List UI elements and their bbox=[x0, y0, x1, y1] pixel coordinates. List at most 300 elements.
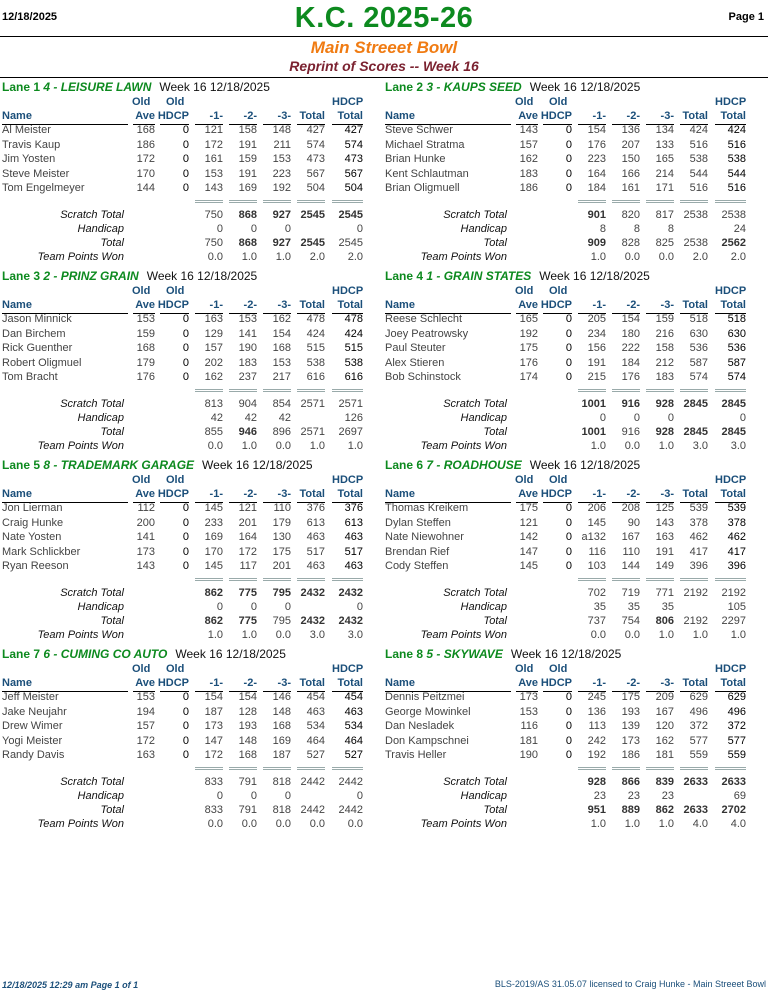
bowler-ave: 143 bbox=[519, 124, 538, 136]
bowler-name: Jim Yosten bbox=[2, 153, 56, 165]
separator-mark bbox=[297, 767, 325, 770]
bowler-total: 376 bbox=[306, 502, 325, 514]
header-old-hdcp: Old bbox=[549, 96, 568, 108]
bowler-total: 463 bbox=[306, 531, 325, 543]
separator-mark bbox=[646, 767, 674, 770]
bowler-g2: 90 bbox=[627, 516, 640, 529]
bowler-hdcp-total: 454 bbox=[344, 691, 363, 703]
bowler-hdcp-total: 567 bbox=[344, 167, 363, 180]
header-game3: -3- bbox=[660, 110, 674, 122]
summary-label-handicap: Handicap bbox=[77, 411, 124, 424]
bowler-row bbox=[2, 735, 383, 749]
bowler-g2: 175 bbox=[621, 691, 640, 703]
bowler-g2: 161 bbox=[621, 182, 640, 194]
bowler-total: 378 bbox=[689, 516, 708, 529]
separator-mark bbox=[263, 767, 291, 770]
separator-mark bbox=[297, 578, 325, 581]
summary-handicap-hdcp-total: 0 bbox=[356, 600, 363, 613]
lane-block bbox=[2, 647, 383, 835]
bowler-total: 544 bbox=[689, 167, 708, 180]
bowler-name: Drew Wimer bbox=[2, 720, 63, 732]
bowler-name: Mark Schlickber bbox=[2, 545, 81, 558]
separator-mark bbox=[332, 200, 363, 203]
bowler-name: Michael Stratma bbox=[385, 138, 465, 151]
separator-mark bbox=[578, 767, 606, 770]
bowler-g2: 150 bbox=[621, 153, 640, 165]
bowler-ave: 145 bbox=[519, 560, 538, 572]
summary-handicap-g3: 0 bbox=[667, 411, 674, 424]
summary-points-total: 1.0 bbox=[309, 439, 325, 452]
header-game1: -1- bbox=[209, 299, 223, 311]
summary-total-g2: 946 bbox=[238, 425, 257, 438]
summary-total-hdcp-total: 2845 bbox=[721, 425, 746, 438]
bowler-hdcp: 0 bbox=[182, 691, 189, 703]
separator-mark bbox=[263, 578, 291, 581]
bowler-hdcp: 0 bbox=[565, 516, 572, 529]
header-game3: -3- bbox=[660, 299, 674, 311]
bowler-hdcp: 0 bbox=[565, 167, 572, 180]
bowler-row bbox=[385, 168, 766, 182]
bowler-g3: 175 bbox=[272, 545, 291, 558]
bowler-total: 629 bbox=[689, 691, 708, 703]
bowler-ave: 186 bbox=[519, 182, 538, 194]
header-name: Name bbox=[385, 299, 415, 311]
bowler-hdcp-total: 613 bbox=[344, 516, 363, 529]
bowler-ave: 143 bbox=[136, 560, 155, 572]
bowler-g3: 216 bbox=[655, 327, 674, 340]
bowler-hdcp-total: 538 bbox=[344, 356, 363, 369]
bowler-row bbox=[2, 691, 383, 705]
summary-handicap-g1: 0 bbox=[599, 411, 606, 424]
bowler-g1: 145 bbox=[204, 502, 223, 514]
summary-total-g3: 818 bbox=[272, 803, 291, 816]
summary-points-g1: 0.0 bbox=[207, 439, 223, 452]
week-label: Week 16 12/18/2025 bbox=[510, 647, 622, 661]
summary-total-total: 2633 bbox=[683, 803, 708, 816]
summary-total-g3: 806 bbox=[655, 614, 674, 627]
bowler-hdcp: 0 bbox=[565, 545, 572, 558]
bowler-g2: 207 bbox=[621, 138, 640, 151]
header-ave: Ave bbox=[518, 488, 538, 500]
summary-total-hdcp-total: 2297 bbox=[721, 614, 746, 627]
bowler-g1: 116 bbox=[588, 545, 606, 558]
bowler-hdcp: 0 bbox=[565, 182, 572, 194]
bowler-g2: 173 bbox=[621, 734, 640, 747]
bowler-g2: 172 bbox=[238, 545, 257, 558]
bowler-total: 515 bbox=[306, 342, 325, 354]
summary-label-scratch: Scratch Total bbox=[60, 586, 124, 599]
header-name: Name bbox=[385, 110, 415, 122]
bowler-row bbox=[2, 328, 383, 342]
summary-points-hdcp-total: 3.0 bbox=[730, 439, 746, 452]
bowler-total: 567 bbox=[306, 167, 325, 180]
summary-points-g2: 0.0 bbox=[624, 628, 640, 641]
bowler-ave: 144 bbox=[136, 182, 155, 194]
bowler-total: 574 bbox=[689, 371, 708, 383]
separator-mark bbox=[680, 578, 708, 581]
bowler-ave: 186 bbox=[136, 138, 155, 151]
bowler-g3: 165 bbox=[655, 153, 674, 165]
bowler-g3: 167 bbox=[655, 705, 674, 718]
week-label: Week 16 12/18/2025 bbox=[539, 269, 650, 283]
bowler-name: Nate Niewohner bbox=[385, 531, 464, 543]
summary-total-g3: 896 bbox=[272, 425, 291, 438]
bowler-name: Alex Stieren bbox=[385, 356, 445, 369]
summary-handicap-hdcp-total: 24 bbox=[733, 222, 746, 235]
header-game3: -3- bbox=[277, 488, 291, 500]
bowler-hdcp-total: 496 bbox=[727, 705, 746, 718]
header-old-hdcp: Old bbox=[549, 474, 568, 486]
summary-scratch-g2: 868 bbox=[238, 208, 257, 221]
bowler-g1: 156 bbox=[587, 342, 606, 354]
bowler-total: 417 bbox=[689, 545, 708, 558]
summary-points-hdcp-total: 4.0 bbox=[730, 817, 746, 830]
bowling-center-name: Main Streeet Bowl bbox=[310, 38, 458, 57]
summary-total-total: 2545 bbox=[300, 236, 325, 249]
lane-number: Lane 8 bbox=[385, 647, 424, 661]
week-label: Week 16 12/18/2025 bbox=[146, 269, 258, 283]
summary-handicap-g3: 0 bbox=[284, 789, 291, 802]
summary-scratch-g2: 719 bbox=[621, 586, 640, 599]
bowler-g2: 180 bbox=[621, 327, 640, 340]
bowler-hdcp: 0 bbox=[565, 705, 572, 718]
header-ave: Ave bbox=[135, 299, 155, 311]
header-total: Total bbox=[299, 488, 325, 500]
bowler-g1: 191 bbox=[587, 356, 606, 369]
bowler-g3: 148 bbox=[272, 705, 291, 718]
bowler-hdcp-total: 417 bbox=[727, 545, 746, 558]
summary-points-total: 1.0 bbox=[692, 628, 708, 641]
bowler-ave: 112 bbox=[137, 502, 155, 514]
summary-label-scratch: Scratch Total bbox=[443, 397, 507, 410]
summary-label-scratch: Scratch Total bbox=[60, 397, 124, 410]
bowler-total: 577 bbox=[689, 734, 708, 747]
header-hdcp-total: Total bbox=[337, 677, 363, 689]
bowler-g3: 183 bbox=[655, 371, 674, 383]
bowler-hdcp: 0 bbox=[182, 124, 189, 136]
header-total: Total bbox=[299, 299, 325, 311]
header-hdcp: HDCP bbox=[540, 677, 572, 689]
header-name: Name bbox=[2, 677, 32, 689]
bowler-row bbox=[385, 691, 766, 705]
summary-total-hdcp-total: 2442 bbox=[338, 803, 363, 816]
team-name: 2 - PRINZ GRAIN bbox=[43, 269, 139, 283]
summary-label-total: Total bbox=[483, 236, 507, 249]
bowler-g3: 148 bbox=[272, 124, 291, 136]
bowler-total: 478 bbox=[306, 313, 325, 325]
bowler-g2: 154 bbox=[621, 313, 640, 325]
summary-label-scratch: Scratch Total bbox=[443, 586, 507, 599]
bowler-hdcp-total: 463 bbox=[344, 705, 363, 718]
summary-handicap-g1: 35 bbox=[593, 600, 606, 613]
summary-scratch-g2: 775 bbox=[238, 586, 257, 599]
bowler-hdcp-total: 424 bbox=[727, 124, 746, 136]
bowler-hdcp: 0 bbox=[565, 531, 572, 543]
summary-total-hdcp-total: 2432 bbox=[338, 614, 363, 627]
bowler-hdcp-total: 534 bbox=[344, 720, 363, 732]
summary-scratch-total: 2545 bbox=[300, 208, 325, 221]
bowler-g1: 143 bbox=[204, 182, 223, 194]
separator-mark bbox=[715, 578, 746, 581]
summary-points-g1: 0.0 bbox=[207, 250, 223, 263]
summary-scratch-g2: 916 bbox=[621, 397, 640, 410]
separator-mark bbox=[263, 389, 291, 392]
bowler-g2: 153 bbox=[238, 313, 257, 325]
bowler-name: Nate Yosten bbox=[2, 531, 62, 543]
lane-title bbox=[2, 458, 313, 472]
summary-handicap-g1: 23 bbox=[593, 789, 606, 802]
header-game1: -1- bbox=[592, 110, 606, 122]
page-number: Page 1 bbox=[728, 11, 764, 23]
summary-label-total: Total bbox=[483, 803, 507, 816]
header-game1: -1- bbox=[209, 488, 223, 500]
bowler-g2: 136 bbox=[621, 124, 640, 136]
bowler-total: 538 bbox=[306, 356, 325, 369]
header-old-hdcp: Old bbox=[549, 285, 568, 297]
bowler-ave: 170 bbox=[136, 167, 155, 180]
summary-points-g3: 0.0 bbox=[658, 250, 674, 263]
team-name: 7 - ROADHOUSE bbox=[426, 458, 522, 472]
bowler-hdcp: 0 bbox=[565, 342, 572, 354]
bowler-hdcp: 0 bbox=[182, 734, 189, 747]
bowler-row bbox=[2, 168, 383, 182]
bowler-g1: 205 bbox=[587, 313, 606, 325]
bowler-g2: 139 bbox=[621, 720, 640, 732]
summary-scratch-hdcp-total: 2845 bbox=[721, 397, 746, 410]
separator-mark bbox=[195, 200, 223, 203]
bowler-hdcp: 0 bbox=[182, 560, 189, 572]
summary-points-total: 2.0 bbox=[692, 250, 708, 263]
summary-points-g3: 1.0 bbox=[658, 817, 674, 830]
summary-handicap-g2: 0 bbox=[250, 222, 257, 235]
bowler-g2: 222 bbox=[621, 342, 640, 354]
bowler-g3: 211 bbox=[273, 138, 291, 151]
header-hdcp-total: Total bbox=[720, 677, 746, 689]
bowler-hdcp: 0 bbox=[565, 153, 572, 165]
bowler-g2: 164 bbox=[238, 531, 257, 543]
summary-scratch-total: 2192 bbox=[683, 586, 708, 599]
summary-total-g3: 825 bbox=[655, 236, 674, 249]
header-ave: Ave bbox=[135, 677, 155, 689]
bowler-name: Steve Meister bbox=[2, 167, 70, 180]
bowler-g3: 217 bbox=[272, 371, 291, 383]
bowler-g1: 176 bbox=[587, 138, 606, 151]
header-name: Name bbox=[2, 110, 32, 122]
bowler-hdcp: 0 bbox=[565, 560, 572, 572]
bowler-total: 473 bbox=[306, 153, 325, 165]
header-hdcp-top: HDCP bbox=[332, 474, 364, 486]
summary-points-hdcp-total: 1.0 bbox=[347, 439, 363, 452]
summary-label-handicap: Handicap bbox=[77, 789, 124, 802]
lane-number: Lane 5 bbox=[2, 458, 41, 472]
bowler-g2: 141 bbox=[238, 327, 257, 340]
team-name: 5 - SKYWAVE bbox=[426, 647, 503, 661]
summary-points-g1: 1.0 bbox=[590, 250, 606, 263]
summary-points-g2: 1.0 bbox=[624, 817, 640, 830]
bowler-name: Brendan Rief bbox=[385, 545, 450, 558]
summary-points-total: 0.0 bbox=[309, 817, 325, 830]
lane-number: Lane 3 bbox=[2, 269, 41, 283]
bowler-row bbox=[385, 560, 766, 574]
bowler-g1: 154 bbox=[587, 124, 606, 136]
bowler-row bbox=[385, 502, 766, 516]
bowler-g1: 187 bbox=[204, 705, 223, 718]
summary-total-hdcp-total: 2697 bbox=[338, 425, 363, 438]
bowler-total: 616 bbox=[306, 371, 325, 383]
summary-points-hdcp-total: 2.0 bbox=[730, 250, 746, 263]
header-old-ave: Old bbox=[515, 285, 534, 297]
bowler-ave: 176 bbox=[136, 371, 155, 383]
summary-total-g2: 889 bbox=[621, 803, 640, 816]
summary-total-g1: 862 bbox=[204, 614, 223, 627]
summary-points-total: 3.0 bbox=[692, 439, 708, 452]
summary-label-scratch: Scratch Total bbox=[60, 208, 124, 221]
bowler-hdcp-total: 516 bbox=[727, 182, 746, 194]
team-name: 6 - CUMING CO AUTO bbox=[43, 647, 168, 661]
lane-title bbox=[2, 269, 257, 283]
bowler-total: 534 bbox=[306, 720, 325, 732]
summary-scratch-g3: 928 bbox=[655, 397, 674, 410]
header-game3: -3- bbox=[660, 488, 674, 500]
bowler-total: 517 bbox=[306, 545, 325, 558]
bowler-name: Don Kampschnei bbox=[385, 734, 469, 747]
bowler-name: Steve Schwer bbox=[385, 124, 453, 136]
bowler-ave: 194 bbox=[136, 705, 155, 718]
bowler-ave: 168 bbox=[136, 124, 155, 136]
week-label: Week 16 12/18/2025 bbox=[202, 458, 313, 472]
bowler-total: 516 bbox=[689, 182, 708, 194]
summary-total-g3: 862 bbox=[655, 803, 674, 816]
header-old-ave: Old bbox=[515, 96, 534, 108]
bowler-row bbox=[385, 313, 766, 327]
bowler-name: Craig Hunke bbox=[2, 516, 64, 529]
summary-scratch-hdcp-total: 2442 bbox=[338, 775, 363, 788]
team-name: 8 - TRADEMARK GARAGE bbox=[43, 458, 195, 472]
bowler-g1: 242 bbox=[587, 734, 606, 747]
bowler-name: Travis Kaup bbox=[2, 138, 61, 151]
bowler-g3: 214 bbox=[655, 167, 674, 180]
bowler-g3: 149 bbox=[655, 560, 674, 572]
header-old-ave: Old bbox=[132, 474, 151, 486]
summary-points-g2: 0.0 bbox=[241, 817, 257, 830]
summary-total-total: 2571 bbox=[300, 425, 325, 438]
header-hdcp-top: HDCP bbox=[332, 285, 364, 297]
bowler-g3: 223 bbox=[272, 167, 291, 180]
bowler-ave: 157 bbox=[136, 720, 155, 732]
header-hdcp-top: HDCP bbox=[715, 96, 747, 108]
bowler-total: 516 bbox=[689, 138, 708, 151]
separator-mark bbox=[612, 389, 640, 392]
bowler-g2: 176 bbox=[621, 371, 640, 383]
separator-mark bbox=[680, 389, 708, 392]
bowler-hdcp: 0 bbox=[182, 138, 189, 151]
bowler-row bbox=[2, 153, 383, 167]
bowler-total: 496 bbox=[689, 705, 708, 718]
bowler-hdcp-total: 464 bbox=[344, 734, 363, 747]
bowler-total: 613 bbox=[306, 516, 325, 529]
bowler-ave: 192 bbox=[519, 327, 538, 340]
separator-mark bbox=[646, 389, 674, 392]
summary-handicap-hdcp-total: 105 bbox=[727, 600, 746, 613]
bowler-ave: 153 bbox=[519, 705, 538, 718]
header-name: Name bbox=[385, 677, 415, 689]
header-ave: Ave bbox=[518, 677, 538, 689]
bowler-g3: 158 bbox=[655, 342, 674, 354]
summary-handicap-g3: 8 bbox=[667, 222, 674, 235]
bowler-g3: 192 bbox=[272, 182, 291, 194]
bowler-row bbox=[385, 517, 766, 531]
bowler-g3: 162 bbox=[272, 313, 291, 325]
header-hdcp: HDCP bbox=[540, 488, 572, 500]
summary-scratch-hdcp-total: 2538 bbox=[721, 208, 746, 221]
bowler-name: Jason Minnick bbox=[2, 313, 72, 325]
bowler-hdcp-total: 473 bbox=[344, 153, 363, 165]
summary-handicap-hdcp-total: 126 bbox=[344, 411, 363, 424]
bowler-name: Dan Nesladek bbox=[385, 720, 455, 732]
bowler-row bbox=[2, 139, 383, 153]
summary-scratch-total: 2633 bbox=[683, 775, 708, 788]
summary-handicap-g2: 8 bbox=[633, 222, 640, 235]
summary-label-points: Team Points Won bbox=[420, 439, 507, 452]
subtitle-divider bbox=[0, 77, 768, 78]
separator-mark bbox=[297, 389, 325, 392]
summary-handicap-g2: 35 bbox=[627, 600, 640, 613]
bowler-g2: 128 bbox=[238, 705, 257, 718]
bowler-g1: 157 bbox=[204, 342, 223, 354]
bowler-total: 424 bbox=[306, 327, 325, 340]
summary-total-total: 2192 bbox=[683, 614, 708, 627]
summary-total-g1: 833 bbox=[204, 803, 223, 816]
bowler-ave: 165 bbox=[519, 313, 538, 325]
header-ave: Ave bbox=[135, 110, 155, 122]
bowler-row bbox=[385, 706, 766, 720]
bowler-name: Tom Bracht bbox=[2, 371, 58, 383]
bowler-g2: 191 bbox=[238, 167, 257, 180]
bowler-total: 536 bbox=[689, 342, 708, 354]
summary-scratch-hdcp-total: 2633 bbox=[721, 775, 746, 788]
bowler-ave: 190 bbox=[519, 749, 538, 761]
bowler-hdcp: 0 bbox=[565, 734, 572, 747]
summary-points-g2: 1.0 bbox=[241, 628, 257, 641]
bowler-ave: 175 bbox=[519, 342, 538, 354]
summary-label-handicap: Handicap bbox=[460, 789, 507, 802]
bowler-g1: 103 bbox=[587, 560, 606, 572]
bowler-g1: 169 bbox=[204, 531, 223, 543]
summary-handicap-hdcp-total: 0 bbox=[356, 222, 363, 235]
separator-mark bbox=[195, 389, 223, 392]
bowler-ave: 121 bbox=[519, 516, 538, 529]
summary-label-handicap: Handicap bbox=[460, 600, 507, 613]
bowler-name: Al Meister bbox=[2, 124, 51, 136]
summary-scratch-hdcp-total: 2432 bbox=[338, 586, 363, 599]
lane-block bbox=[2, 269, 383, 457]
bowler-hdcp-total: 517 bbox=[344, 545, 363, 558]
lane-title bbox=[2, 647, 286, 661]
bowler-total: 518 bbox=[689, 313, 708, 325]
summary-scratch-g3: 795 bbox=[272, 586, 291, 599]
summary-label-points: Team Points Won bbox=[420, 250, 507, 263]
bowler-ave: 183 bbox=[519, 167, 538, 180]
summary-label-handicap: Handicap bbox=[460, 222, 507, 235]
summary-scratch-total: 2845 bbox=[683, 397, 708, 410]
bowler-g3: 159 bbox=[655, 313, 674, 325]
bowler-g2: 168 bbox=[238, 749, 257, 761]
report-subtitle: Reprint of Scores -- Week 16 bbox=[289, 58, 479, 74]
bowler-hdcp-total: 527 bbox=[344, 749, 363, 761]
bowler-g2: 158 bbox=[238, 124, 257, 136]
summary-scratch-g3: 818 bbox=[272, 775, 291, 788]
bowler-g3: 168 bbox=[272, 342, 291, 354]
